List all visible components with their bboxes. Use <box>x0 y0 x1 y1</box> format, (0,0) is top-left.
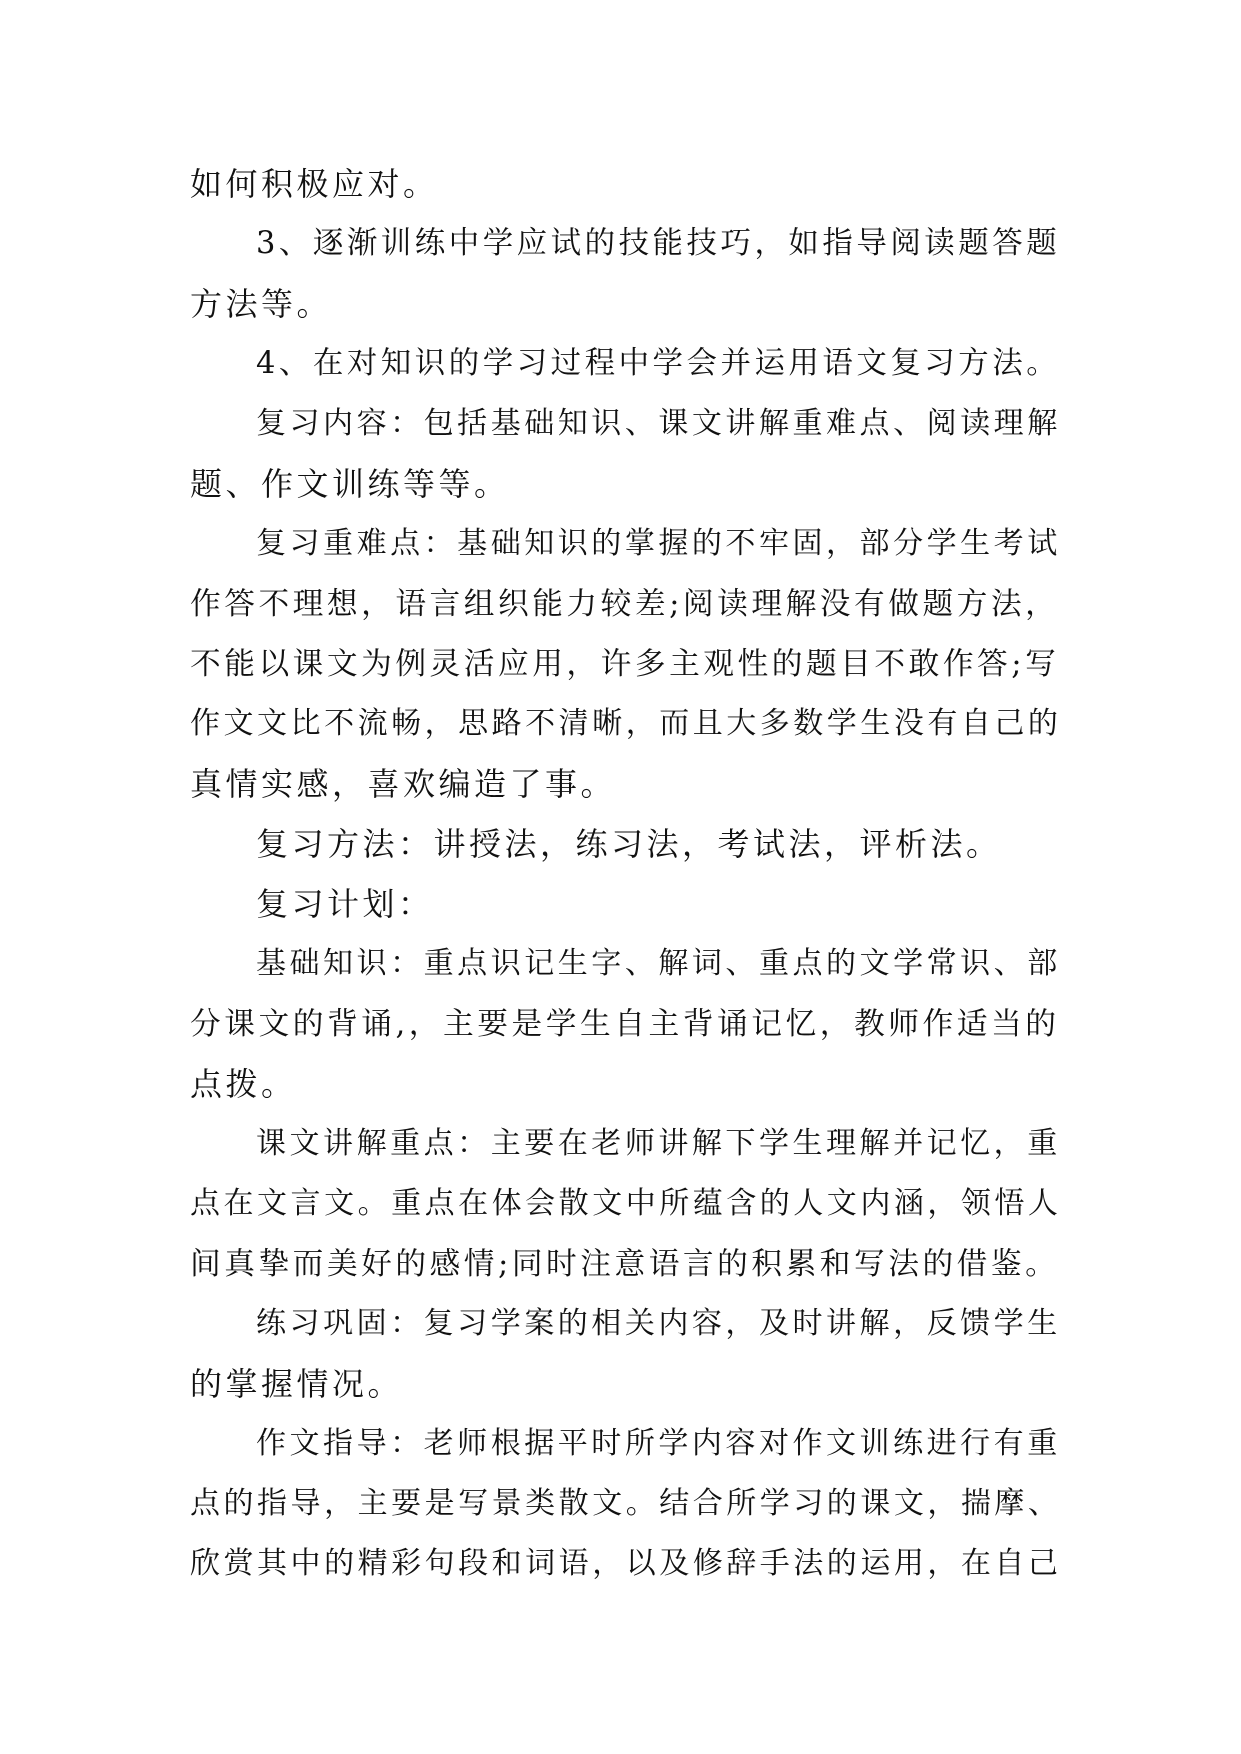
text-line: 点的指导，主要是写景类散文。结合所学习的课文，揣摩、 <box>190 1486 1062 1521</box>
text-line: 3、逐渐训练中学应试的技能技巧，如指导阅读题答题 <box>256 226 1061 261</box>
text-line: 分课文的背诵,，主要是学生自主背诵记忆，教师作适当的 <box>190 1006 1060 1042</box>
text-line: 如何积极应对。 <box>190 165 439 203</box>
text-line: 作文指导：老师根据平时所学内容对作文训练进行有重 <box>256 1426 1061 1461</box>
text-line: 4、在对知识的学习过程中学会并运用语文复习方法。 <box>256 346 1061 381</box>
text-line: 复习计划： <box>256 885 434 923</box>
text-line: 基础知识：重点识记生字、解词、重点的文学常识、部 <box>256 946 1061 981</box>
text-line: 的掌握情况。 <box>190 1365 404 1403</box>
text-line: 复习内容：包括基础知识、课文讲解重难点、阅读理解 <box>256 406 1061 441</box>
text-line: 真情实感，喜欢编造了事。 <box>190 765 617 803</box>
text-line: 课文讲解重点：主要在老师讲解下学生理解并记忆，重 <box>256 1126 1061 1161</box>
text-line: 点拨。 <box>190 1065 297 1103</box>
text-line: 作文文比不流畅，思路不清晰，而且大多数学生没有自己的 <box>190 706 1062 741</box>
text-line: 题、作文训练等等。 <box>190 465 510 503</box>
text-line: 点在文言文。重点在体会散文中所蕴含的人文内涵，领悟人 <box>190 1186 1062 1221</box>
text-line: 作答不理想，语言组织能力较差;阅读理解没有做题方法， <box>190 586 1060 622</box>
text-line: 复习重难点：基础知识的掌握的不牢固，部分学生考试 <box>256 526 1061 561</box>
text-line: 间真挚而美好的感情;同时注意语言的积累和写法的借鉴。 <box>190 1246 1060 1282</box>
text-line: 方法等。 <box>190 285 333 323</box>
text-line: 不能以课文为例灵活应用，许多主观性的题目不敢作答;写 <box>190 646 1060 682</box>
text-line: 练习巩固：复习学案的相关内容，及时讲解，反馈学生 <box>256 1306 1061 1341</box>
text-line: 复习方法：讲授法，练习法，考试法，评析法。 <box>256 825 1002 863</box>
text-line: 欣赏其中的精彩句段和词语，以及修辞手法的运用，在自己 <box>190 1546 1062 1581</box>
